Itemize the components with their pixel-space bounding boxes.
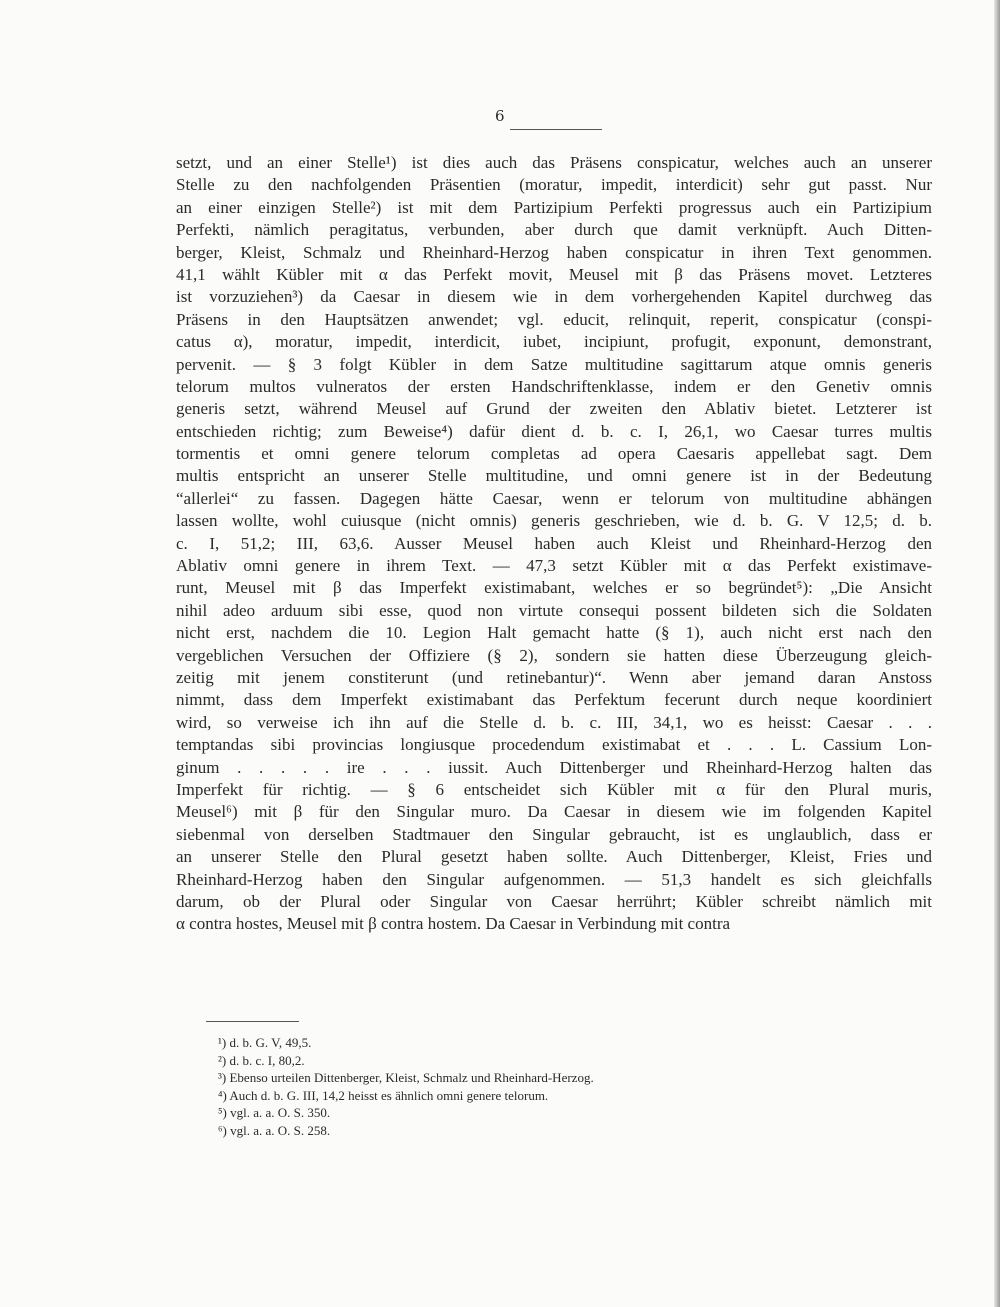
text-line: multis entspricht an unserer Stelle multitudine, und omni genere ist in der Bedeutung (176, 466, 932, 486)
text-line: pervenit. — § 3 folgt Kübler in dem Satze multitudine sagittarum atque omnis generis (176, 354, 932, 374)
text-line: siebenmal von derselben Stadtmauer den Singular gebraucht, ist es unglaublich, dass er (176, 824, 932, 844)
footnotes (218, 1034, 758, 1140)
text-line: Meusel⁶) mit β für den Singular muro. Da Caesar in diesem wie im folgenden Kapitel (176, 802, 932, 822)
page-edge-shadow (994, 0, 1000, 1307)
text-line: berger, Kleist, Schmalz und Rheinhard-Herzog haben conspicatur in ihren Text genommen. (176, 242, 932, 262)
footnote: ⁵) vgl. a. a. O. S. 350. (218, 1105, 331, 1121)
text-line: lassen wollte, wohl cuiusque (nicht omnis) generis geschrieben, wie d. b. G. V 12,5; d. b. (176, 511, 932, 531)
text-line: temptandas sibi provincias longiusque procedendum existimabat et . . . L. Cassium Lon- (176, 735, 932, 755)
footnote: ¹) d. b. G. V, 49,5. (218, 1035, 312, 1050)
text-line: ginum . . . . . ire . . . iussit. Auch Dittenberger und Rheinhard-Herzog halten das (176, 757, 932, 777)
text-line: an einer einzigen Stelle²) ist mit dem Partizipium Perfekti progressus auch ein Partizipium (176, 197, 932, 217)
text-line: vergeblichen Versuchen der Offiziere (§ 2), sondern sie hatten diese Überzeugung gleich- (176, 645, 932, 665)
text-line: nimmt, dass dem Imperfekt existimabant das Perfektum fecerunt durch neque koordiniert (176, 690, 932, 710)
text-line: α contra hostes, Meusel mit β contra hostem. Da Caesar in Verbindung mit contra (176, 914, 731, 934)
text-line: Präsens in den Hauptsätzen anwendet; vgl. educit, relinquit, reperit, conspicatur (conspi- (176, 309, 932, 329)
page-number: 6 (494, 107, 506, 125)
text-line: catus α), moratur, impedit, interdicit, iubet, incipiunt, profugit, exponunt, demonstrant, (176, 332, 932, 352)
text-line: an unserer Stelle den Plural gesetzt haben sollte. Auch Dittenberger, Kleist, Fries und (176, 847, 932, 867)
text-line: entschieden richtig; zum Beweise⁴) dafür dient d. b. c. I, 26,1, wo Caesar turres multis (176, 421, 932, 441)
text-line: nicht erst, nachdem die 10. Legion Halt gemacht hatte (§ 1), auch nicht erst nach den (176, 623, 932, 643)
text-line: setzt, und an einer Stelle¹) ist dies auch das Präsens conspicatur, welches auch an unserer (176, 153, 932, 172)
text-line: generis setzt, während Meusel auf Grund der zweiten den Ablativ bietet. Letzterer ist (176, 399, 932, 419)
footnote-rule (206, 1021, 299, 1022)
footnote: ⁴) Auch d. b. G. III, 14,2 heisst es ähnlich omni genere telorum. (218, 1087, 549, 1103)
page-number-rule (510, 129, 602, 130)
text-line: ist vorzuziehen³) da Caesar in diesem wie in dem vorhergehenden Kapitel durchweg das (176, 287, 932, 307)
text-line: “allerlei“ zu fassen. Dagegen hätte Caesar, wenn er telorum von multitudine abhängen (176, 488, 932, 508)
text-line: wird, so verweise ich ihn auf die Stelle d. b. c. III, 34,1, wo es heisst: Caesar . . . (176, 712, 932, 732)
footnote: ²) d. b. c. I, 80,2. (218, 1052, 305, 1068)
text-line: Perfekti, nämlich peragitatus, verbunden, aber durch que damit verknüpft. Auch Ditten- (176, 220, 932, 240)
text-line: zeitig mit jenem constiterunt (und retinebantur)“. Wenn aber jemand daran Anstoss (176, 667, 932, 687)
footnote: ⁶) vgl. a. a. O. S. 258. (218, 1122, 331, 1138)
text-line: telorum multos vulneratos der ersten Handschriftenklasse, indem er den Genetiv omnis (176, 376, 932, 396)
text-line: Rheinhard-Herzog haben den Singular aufgenommen. — 51,3 handelt es sich gleichfalls (176, 869, 932, 889)
body-text (176, 152, 932, 936)
text-line: runt, Meusel mit β das Imperfekt existimabant, welches er so begründet⁵): „Die Ansicht (176, 578, 932, 598)
text-line: Imperfekt für richtig. — § 6 entscheidet sich Kübler mit α für den Plural muris, (176, 779, 932, 799)
footnote: ³) Ebenso urteilen Dittenberger, Kleist, Schmalz und Rheinhard-Herzog. (218, 1070, 594, 1086)
text-line: darum, ob der Plural oder Singular von Caesar herrührt; Kübler schreibt nämlich mit (176, 891, 932, 911)
text-line: nihil adeo arduum sibi esse, quod non virtute consequi possent bildeten sich die Soldaten (176, 600, 932, 620)
text-line: 41,1 wählt Kübler mit α das Perfekt movit, Meusel mit β das Präsens movet. Letzteres (176, 264, 932, 284)
text-line: Stelle zu den nachfolgenden Präsentien (moratur, impedit, interdicit) sehr gut passt. Nur (176, 175, 932, 195)
text-line: c. I, 51,2; III, 63,6. Ausser Meusel haben auch Kleist und Rheinhard-Herzog den (176, 533, 932, 553)
text-line: Ablativ omni genere in ihrem Text. — 47,3 setzt Kübler mit α das Perfekt existimave- (176, 556, 932, 576)
text-line: tormentis et omni genere telorum completas ad opera Caesaris appellebat sagt. Dem (176, 444, 932, 464)
